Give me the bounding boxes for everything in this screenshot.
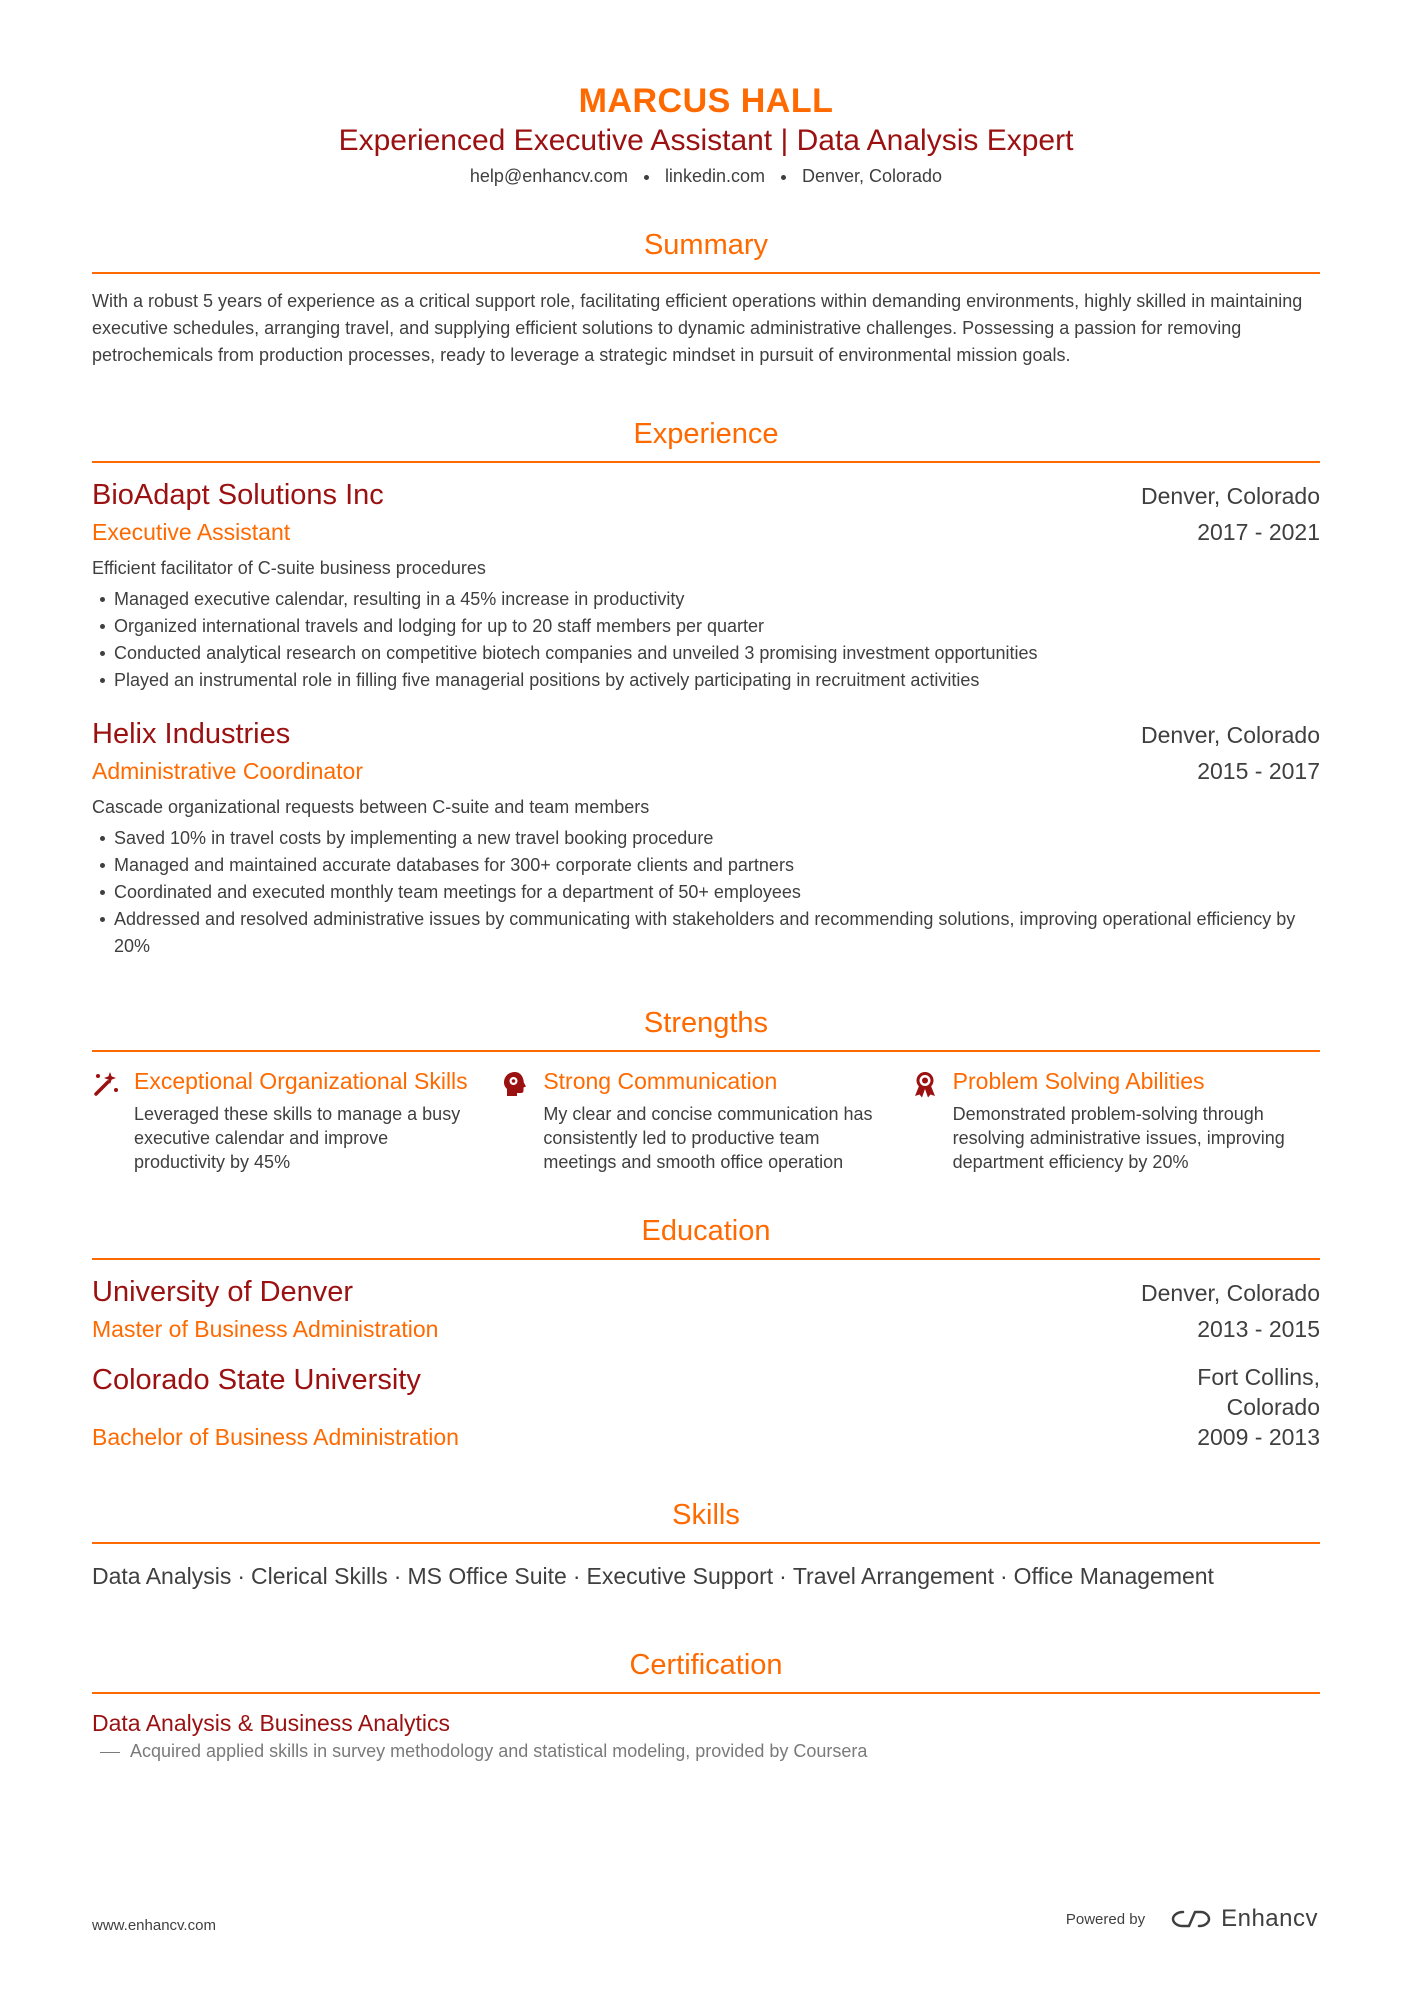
experience-entry (92, 716, 1320, 960)
strength-description: Leveraged these skills to manage a busy executive calendar and improve productivity by 45% (134, 1104, 461, 1172)
section-title-strengths: Strengths (643, 1007, 769, 1039)
job-description: Efficient facilitator of C-suite business procedures (92, 558, 486, 578)
skill-item: Data Analysis (92, 1563, 232, 1589)
achievement-item: Saved 10% in travel costs by implementing a new travel booking procedure (92, 825, 1320, 852)
job-dates: 2017 - 2021 (1197, 519, 1320, 545)
achievement-list (92, 825, 1320, 960)
school-location-line: Colorado (1226, 1394, 1320, 1420)
certification-title: Data Analysis & Business Analytics (92, 1710, 450, 1736)
section-title-experience: Experience (633, 418, 779, 450)
skills-section (92, 1496, 1320, 1592)
strength-item (911, 1066, 1320, 1174)
contact-line (92, 164, 1320, 188)
section-title-education: Education (641, 1215, 771, 1247)
achievement-item: Organized international travels and lodging for up to 20 staff members per quarter (92, 613, 1320, 640)
school-location: Denver, Colorado (1141, 1280, 1320, 1306)
section-divider (92, 1692, 1320, 1694)
contact-email[interactable]: help@enhancv.com (469, 166, 628, 186)
job-location: Denver, Colorado (1141, 483, 1320, 509)
strength-description: My clear and concise communication has consistently led to productive team meetings and smooth office operation (543, 1104, 873, 1172)
strength-item (92, 1066, 501, 1174)
achievement-item: Conducted analytical research on competitive biotech companies and unveiled 3 promising investment opportunities (92, 640, 1320, 667)
company-name: BioAdapt Solutions Inc (92, 479, 384, 511)
skill-item: Executive Support (586, 1563, 774, 1589)
section-title-skills: Skills (672, 1499, 740, 1531)
company-name: Helix Industries (92, 718, 291, 750)
school-name: University of Denver (92, 1276, 354, 1308)
head-brain-icon (501, 1070, 529, 1098)
degree-name: Master of Business Administration (92, 1316, 439, 1342)
section-divider (92, 272, 1320, 274)
strength-title: Strong Communication (543, 1068, 778, 1094)
achievement-item: Managed and maintained accurate databases for 300+ corporate clients and partners (92, 852, 1320, 879)
strength-item (501, 1066, 910, 1174)
education-entry (92, 1362, 1320, 1452)
brand-name: Enhancv (1221, 1905, 1318, 1932)
job-description: Cascade organizational requests between C-suite and team members (92, 797, 650, 817)
footer-branding (1066, 1905, 1318, 1933)
school-name: Colorado State University (92, 1364, 421, 1396)
summary-section (92, 226, 1320, 369)
section-divider (92, 1050, 1320, 1052)
resume-page (92, 80, 1320, 1764)
achievement-list (92, 586, 1320, 694)
experience-entry (92, 477, 1320, 694)
strength-title: Problem Solving Abilities (952, 1068, 1205, 1094)
separator-dot (781, 175, 786, 180)
section-divider (92, 1542, 1320, 1544)
candidate-headline: Experienced Executive Assistant | Data Analysis Expert (338, 124, 1074, 157)
education-entry (92, 1274, 1320, 1344)
achievement-item: Managed executive calendar, resulting in a 45% increase in productivity (92, 586, 1320, 613)
degree-name: Bachelor of Business Administration (92, 1424, 459, 1450)
job-title: Administrative Coordinator (92, 758, 364, 784)
separator-dot (644, 175, 649, 180)
section-divider (92, 461, 1320, 463)
education-dates: 2013 - 2015 (1197, 1316, 1320, 1342)
magic-wand-icon (92, 1070, 120, 1098)
skill-item: Office Management (1013, 1563, 1214, 1589)
education-dates: 2009 - 2013 (1197, 1424, 1320, 1450)
certification-description-text: Acquired applied skills in survey methodology and statistical modeling, provided by Coursera (130, 1741, 868, 1761)
school-location-line: Fort Collins, (1197, 1364, 1320, 1390)
powered-by-label: Powered by (1065, 1910, 1146, 1928)
school-location (1197, 1362, 1320, 1422)
achievement-item: Played an instrumental role in filling five managerial positions by actively participating in recruitment activities (92, 667, 1320, 694)
experience-section (92, 415, 1320, 960)
certification-description (92, 1738, 1320, 1764)
education-section (92, 1212, 1320, 1452)
skills-list: Data Analysis · Clerical Skills · MS Office Suite · Executive Support · Travel Arrangement · Office Management (92, 1563, 1214, 1589)
strengths-grid (92, 1066, 1320, 1174)
skill-item: MS Office Suite (407, 1563, 567, 1589)
strength-description: Demonstrated problem-solving through resolving administrative issues, improving department efficiency by 20% (952, 1104, 1285, 1172)
award-ribbon-icon (911, 1070, 939, 1098)
contact-location: Denver, Colorado (801, 166, 943, 186)
section-title-summary: Summary (643, 229, 769, 261)
candidate-name: MARCUS HALL (578, 82, 834, 120)
skill-item: Travel Arrangement (792, 1563, 994, 1589)
skill-item: Clerical Skills (251, 1563, 388, 1589)
section-title-certification: Certification (629, 1649, 783, 1681)
job-title: Executive Assistant (92, 519, 291, 545)
achievement-item: Coordinated and executed monthly team meetings for a department of 50+ employees (92, 879, 1320, 906)
strength-title: Exceptional Organizational Skills (134, 1068, 468, 1094)
strengths-section (92, 1004, 1320, 1174)
footer-website[interactable]: www.enhancv.com (92, 1917, 216, 1934)
certification-section (92, 1646, 1320, 1764)
section-divider (92, 1258, 1320, 1260)
resume-header (92, 80, 1320, 188)
enhancv-logo-icon (1169, 1908, 1213, 1930)
achievement-item: Addressed and resolved administrative issues by communicating with stakeholders and recommending solutions, improving operational efficiency by 20% (92, 906, 1320, 960)
job-dates: 2015 - 2017 (1197, 758, 1320, 784)
contact-linkedin[interactable]: linkedin.com (664, 166, 765, 186)
summary-text: With a robust 5 years of experience as a critical support role, facilitating efficient operations within demanding environments, highly skilled in maintaining executive schedules, arranging travel, and supplying efficient solutions to dynamic administrative challenges. Possessing a passion for removing petrochemicals from production processes, ready to leverage a strategic mindset in pursuit of environmental mission goals. (92, 291, 1303, 365)
job-location: Denver, Colorado (1141, 722, 1320, 748)
